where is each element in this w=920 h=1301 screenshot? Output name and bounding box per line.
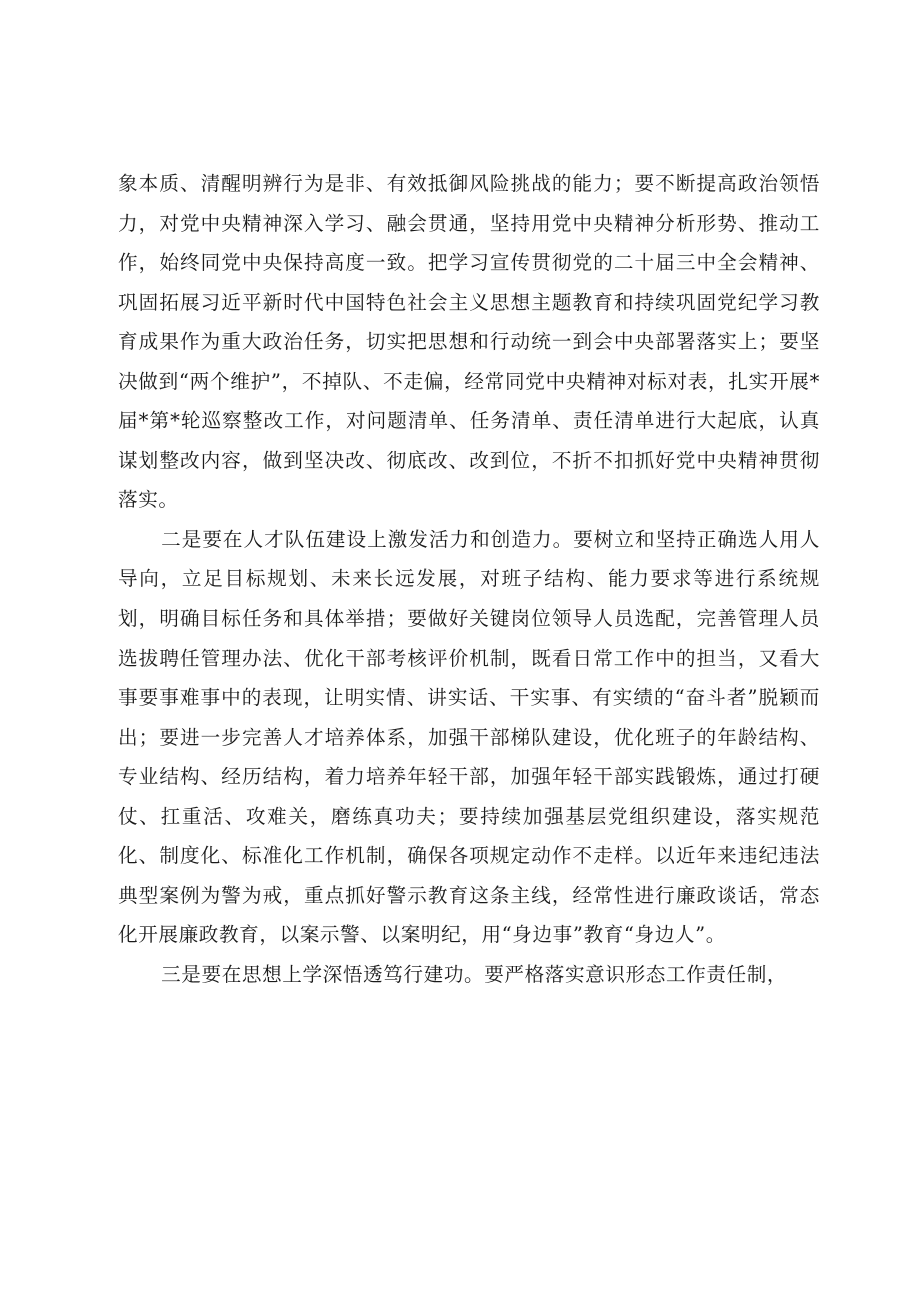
paragraph-talent-team-building: 二是要在人才队伍建设上激发活力和创造力。要树立和坚持正确选人用人导向，立足目标规划、未来长远发展，对班子结构、能力要求等进行系统规划，明确目标任务和具体举措；要做好关键岗位领导人员选配，完善管理人员选拔聘任管理办法、优化干部考核评价机制，既看日常工作中的担当，又看大事要事难事中的表现，让明实情、讲实话、干实事、有实绩的“奋斗者”脱颖而出；要进一步完善人才培养体系，加强干部梯队建设，优化班子的年龄结构、专业结构、经历结构，着力培养年轻干部，加强年轻干部实践锻炼，通过打硬仗、扛重活、攻难关，磨练真功夫；要持续加强基层党组织建设，落实规范化、制度化、标准化工作机制，确保各项规定动作不走样。以近年来违纪违法典型案例为警为戒，重点抓好警示教育这条主线，经常性进行廉政谈话，常态化开展廉政教育，以案示警、以案明纪，用“身边事”教育“身边人”。 bbox=[118, 527, 820, 947]
paragraph-ideological-study: 三是要在思想上学深悟透笃行建功。要严格落实意识形态工作责任制， bbox=[161, 962, 788, 986]
paragraph-political-loyalty: 象本质、清醒明辨行为是非、有效抵御风险挑战的能力；要不断提高政治领悟力，对党中央精神深入学习、融会贯通，坚持用党中央精神分析形势、推动工作，始终同党中央保持高度一致。把学习宣传贯彻党的二十届三中全会精神、巩固拓展习近平新时代中国特色社会主义思想主题教育和持续巩固党纪学习教育成果作为重大政治任务，切实把思想和行动统一到会中央部署落实上；要坚决做到“两个维护”，不掉队、不走偏，经常同党中央精神对标对表，扎实开展*届*第*轮巡察整改工作，对问题清单、任务清单、责任清单进行大起底，认真谋划整改内容，做到坚决改、彻底改、改到位，不折不扣抓好党中央精神贯彻落实。 bbox=[118, 172, 820, 512]
document-body bbox=[118, 164, 820, 994]
